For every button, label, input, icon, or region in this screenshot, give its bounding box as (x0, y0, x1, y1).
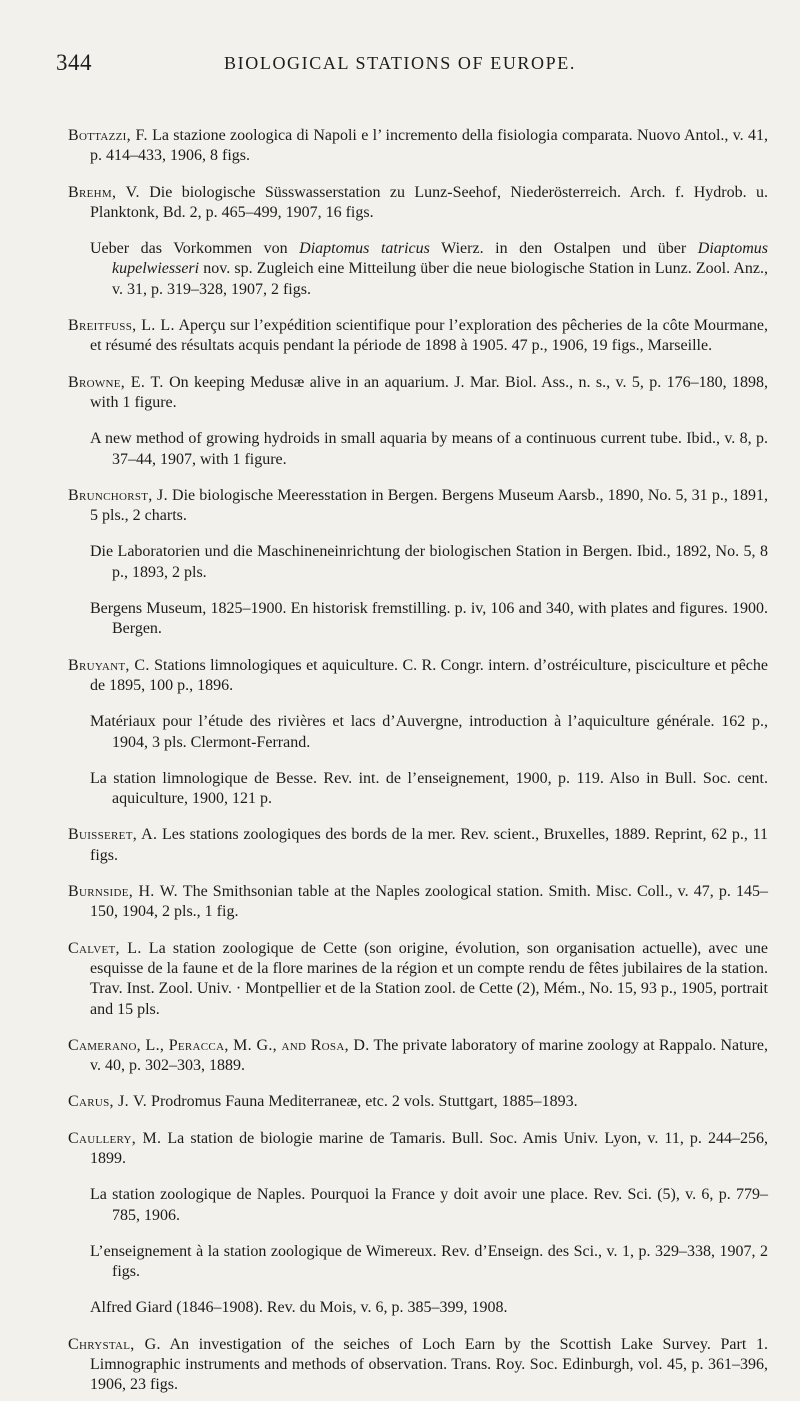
entry-author: Carus, J. V. (68, 1093, 148, 1111)
entry-author: Buisseret, A. (68, 826, 158, 844)
entry-text: Matériaux pour l’étude des rivières et lacs d’Auvergne, introduction à l’aquiculture générale. 162 p., 1904, 3 pls. Clermont-Ferrand. (90, 713, 768, 751)
entry-text: An investigation of the seiches of Loch Earn by the Scottish Lake Survey. Part 1. Limnographic instruments and methods of observation. Trans. Roy. Soc. Edinburgh, vol. 45, p. 361–396, 1906, 23 figs. (90, 1335, 768, 1394)
entry-text: On keeping Medusæ alive in an aquarium. J. Mar. Biol. Ass., n. s., v. 5, p. 176–180, 1898, with 1 figure. (90, 373, 768, 411)
bibliography-entry (68, 373, 768, 414)
entry-text: Ueber das Vorkommen von (90, 240, 300, 258)
entry-author: Bruyant, C. (68, 656, 150, 674)
entry-text: Prodromus Fauna Mediterraneæ, etc. 2 vols. Stuttgart, 1885–1893. (147, 1093, 578, 1111)
entry-text: Stations limnologiques et aquiculture. C. R. Congr. intern. d’ostréiculture, pisciculture et pêche de 1895, 100 p., 1896. (90, 656, 768, 694)
entry-author: Brehm, V. (68, 183, 140, 201)
bibliography-subentry (90, 1242, 768, 1283)
entry-text: Wierz. in den Ostalpen und über (429, 240, 698, 258)
bibliography-entry (68, 316, 768, 357)
entry-text: Bergens Museum, 1825–1900. En historisk fremstilling. p. iv, 106 and 340, with plates and figures. 1900. Bergen. (90, 600, 768, 638)
bibliography-entry (68, 486, 768, 527)
bibliography-entry (68, 183, 768, 224)
entry-text: The Smithsonian table at the Naples zoological station. Smith. Misc. Coll., v. 47, p. 145–150, 1904, 2 pls., 1 fig. (90, 883, 768, 921)
bibliography-list (68, 110, 768, 1401)
bibliography-entry (68, 656, 768, 697)
bibliography-entry (68, 1335, 768, 1396)
bibliography-subentry (90, 1298, 768, 1318)
species-name: Diaptomus kupelwiesseri (112, 240, 769, 278)
entry-text: Die Laboratorien und die Maschineneinrichtung der biologischen Station in Bergen. Ibid., 1892, No. 5, 8 p., 1893, 2 pls. (90, 543, 768, 581)
bibliography-entry (68, 825, 768, 866)
entry-author: Bottazzi, F. (68, 127, 148, 144)
entry-author: Burnside, H. W. (68, 883, 178, 901)
species-name: Diaptomus tatricus (299, 240, 430, 258)
entry-author: Camerano, L., Peracca, M. G., and Rosa, D. (68, 1036, 370, 1054)
entry-author: Breitfuss, L. L. (68, 317, 175, 335)
bibliography-subentry (90, 712, 768, 753)
bibliography-subentry (90, 1185, 768, 1226)
entry-text: Aperçu sur l’expédition scientifique pour l’exploration des pêcheries de la côte Mourmane, et résumé des résultats acquis pendant la période de 1898 à 1905. 47 p., 1906, 19 figs., Marseille. (90, 317, 768, 355)
entry-text: Die biologische Meeresstation in Bergen. Bergens Museum Aarsb., 1890, No. 5, 31 p., 1891, 5 pls., 2 charts. (90, 486, 768, 525)
entry-text: The private laboratory of marine zoology at Rappalo. Nature, v. 40, p. 302–303, 1889. (90, 1036, 768, 1075)
bibliography-entry (68, 1092, 768, 1112)
entry-text: L’enseignement à la station zoologique de Wimereux. Rev. d’Enseign. des Sci., v. 1, p. 329–338, 1907, 2 figs. (90, 1242, 768, 1281)
bibliography-entry (68, 1036, 768, 1077)
entry-text: A new method of growing hydroids in small aquaria by means of a continuous current tube. Ibid., v. 8, p. 37–44, 1907, with 1 figure. (90, 430, 768, 468)
page-number: 344 (56, 50, 92, 75)
entry-text: La stazione zoologica di Napoli e l’ incremento della fisiologia comparata. Nuovo Antol., v. 41, p. 414–433, 1906, 8 figs. (90, 127, 769, 165)
bibliography-subentry (90, 429, 768, 470)
bibliography-subentry (90, 769, 768, 810)
entry-text: La station de biologie marine de Tamaris. Bull. Soc. Amis Univ. Lyon, v. 11, p. 244–256, 1899. (90, 1129, 768, 1167)
bibliography-entry (68, 882, 768, 923)
entry-text: Die biologische Süsswasserstation zu Lunz-Seehof, Niederösterreich. Arch. f. Hydrob. u. Planktonk, Bd. 2, p. 465–499, 1907, 16 figs. (90, 183, 769, 221)
bibliography-subentry (90, 542, 768, 583)
running-title: BIOLOGICAL STATIONS OF EUROPE. (224, 53, 576, 73)
entry-text: La station zoologique de Cette (son origine, évolution, son organisation actuelle), avec une esquisse de la faune et de la flore marines de la région et un compte rendu de fêtes jubilaires de la station. Trav. Inst. Zool. Univ. · Montpellier et de la Station zool. de Cette (2), Mém., No. 15, 93 p., 1905, portrait and 15 pls. (90, 939, 768, 1018)
bibliography-entry (68, 126, 768, 167)
bibliography-subentry (90, 599, 768, 640)
entry-text: La station limnologique de Besse. Rev. int. de l’enseignement, 1900, p. 119. Also in Bull. Soc. cent. aquiculture, 1900, 121 p. (90, 769, 768, 808)
page-header (0, 50, 800, 80)
entry-author: Calvet, L. (68, 939, 142, 957)
entry-author: Chrystal, G. (68, 1335, 161, 1353)
entry-author: Caullery, M. (68, 1129, 162, 1147)
entry-text: nov. sp. Zugleich eine Mitteilung über die neue biologische Station in Lunz. Zool. Anz., v. 31, p. 319–328, 1907, 2 figs. (112, 260, 768, 298)
entry-text: Les stations zoologiques des bords de la mer. Rev. scient., Bruxelles, 1889. Reprint, 62 p., 11 figs. (90, 826, 768, 864)
entry-author: Browne, E. T. (68, 373, 164, 391)
bibliography-subentry (90, 239, 768, 300)
entry-author: Brunchorst, J. (68, 486, 168, 504)
entry-text: Alfred Giard (1846–1908). Rev. du Mois, v. 6, p. 385–399, 1908. (90, 1299, 508, 1317)
bibliography-entry (68, 939, 768, 1020)
bibliography-entry (68, 1129, 768, 1170)
entry-text: La station zoologique de Naples. Pourquoi la France y doit avoir une place. Rev. Sci. (5), v. 6, p. 779–785, 1906. (90, 1186, 768, 1224)
